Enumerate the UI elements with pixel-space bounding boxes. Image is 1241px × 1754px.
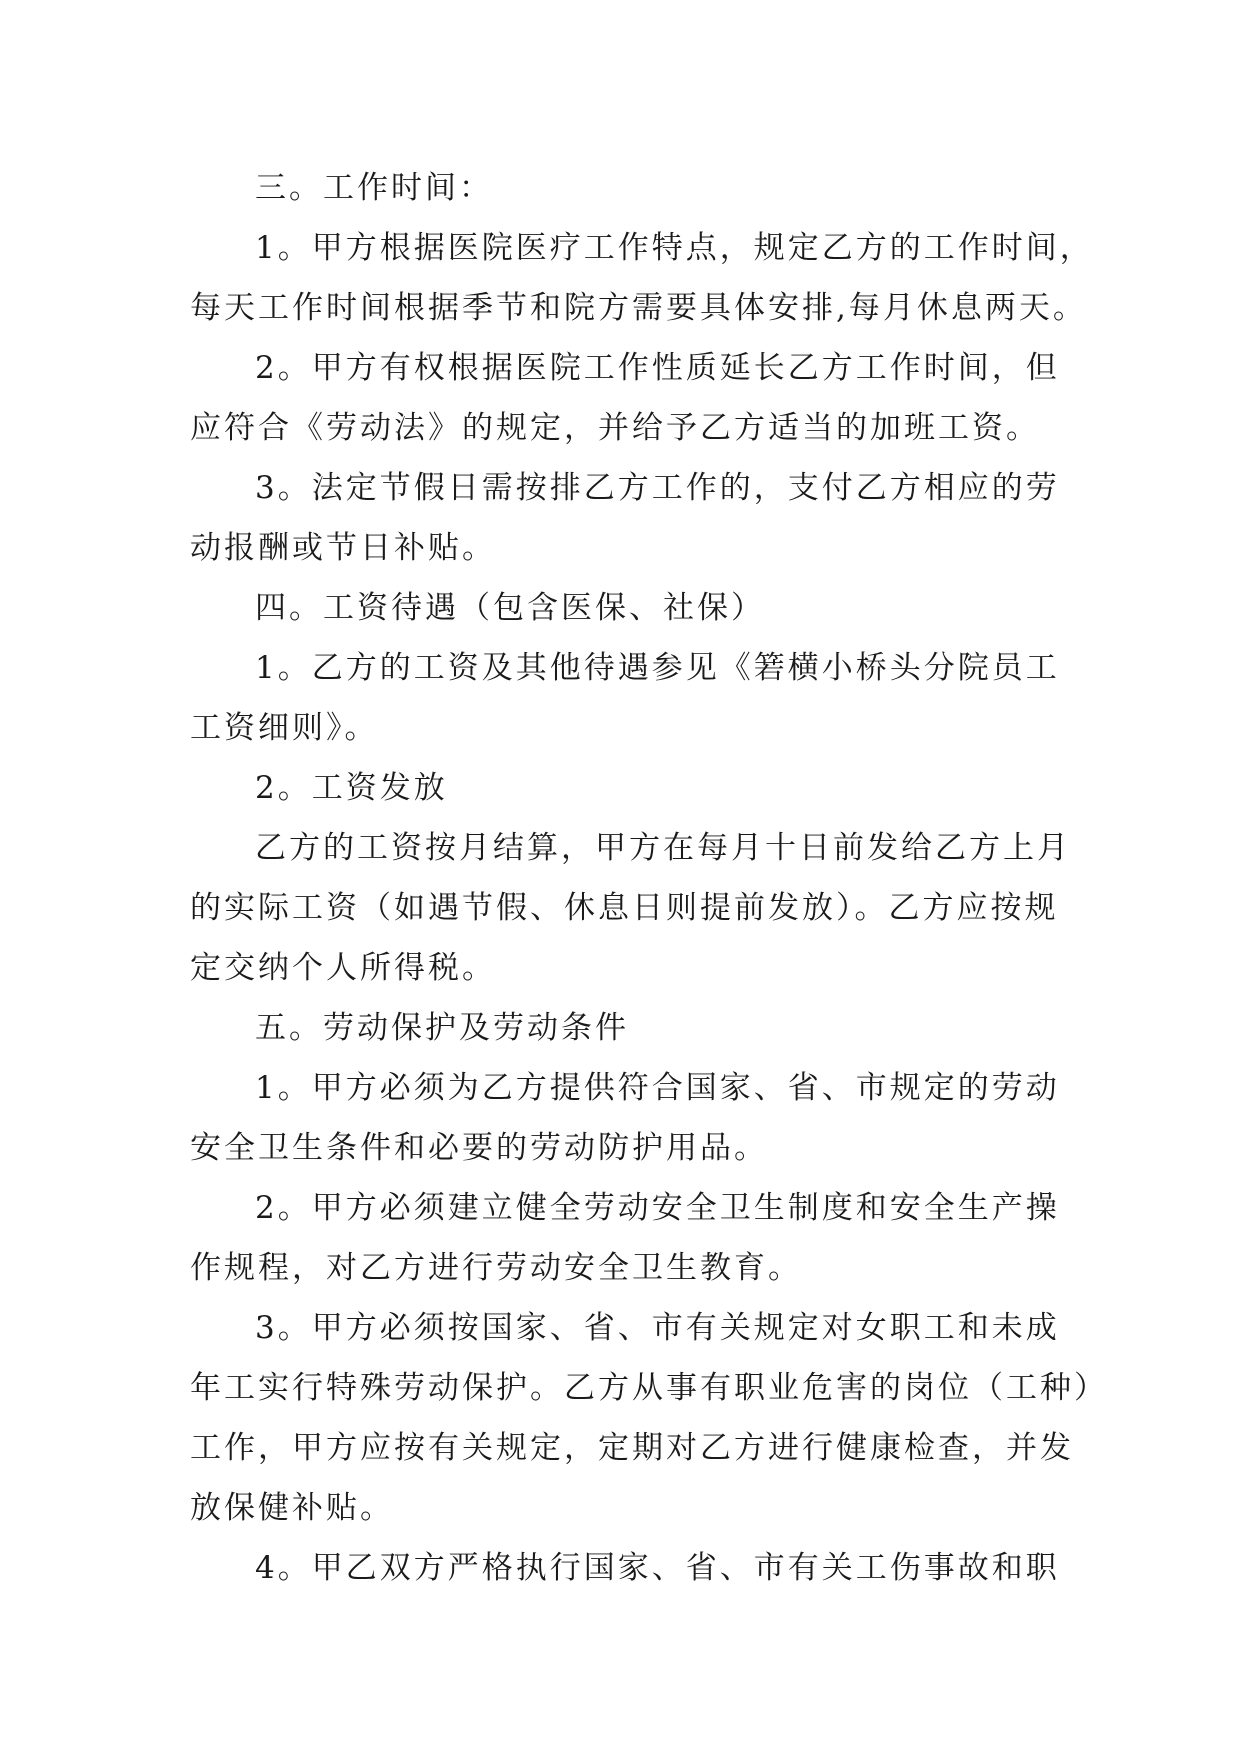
paragraph-line: 年工实行特殊劳动保护。乙方从事有职业危害的岗位（工种）	[190, 1370, 1108, 1406]
paragraph-line: 3。甲方必须按国家、省、市有关规定对女职工和未成	[255, 1310, 1060, 1346]
paragraph-line: 放保健补贴。	[190, 1490, 394, 1526]
paragraph-line: 4。甲乙双方严格执行国家、省、市有关工伤事故和职	[255, 1550, 1060, 1586]
paragraph-line: 1。乙方的工资及其他待遇参见《箬横小桥头分院员工	[255, 650, 1060, 686]
paragraph-line: 3。法定节假日需按排乙方工作的，支付乙方相应的劳	[255, 470, 1060, 506]
paragraph-line: 工资细则》。	[190, 710, 379, 746]
paragraph-line: 2。甲方必须建立健全劳动安全卫生制度和安全生产操	[255, 1190, 1060, 1226]
paragraph-line: 1。甲方必须为乙方提供符合国家、省、市规定的劳动	[255, 1070, 1060, 1106]
section-heading-work-time: 三。工作时间：	[255, 170, 493, 206]
section-heading-labor-protection: 五。劳动保护及劳动条件	[255, 1010, 629, 1046]
paragraph-line: 1。甲方根据医院医疗工作特点，规定乙方的工作时间，	[255, 230, 1094, 266]
paragraph-line: 的实际工资（如遇节假、休息日则提前发放）。乙方应按规	[190, 890, 1059, 926]
paragraph-line: 应符合《劳动法》的规定，并给予乙方适当的加班工资。	[190, 410, 1040, 446]
document-body	[190, 158, 1108, 1598]
paragraph-line: 定交纳个人所得税。	[190, 950, 496, 986]
paragraph-line: 动报酬或节日补贴。	[190, 530, 496, 566]
paragraph-line: 安全卫生条件和必要的劳动防护用品。	[190, 1130, 768, 1166]
paragraph-line: 2。甲方有权根据医院工作性质延长乙方工作时间，但	[255, 350, 1060, 386]
paragraph-line: 作规程，对乙方进行劳动安全卫生教育。	[190, 1250, 802, 1286]
subheading-wage-payment: 2。工资发放	[255, 770, 448, 806]
paragraph-line: 乙方的工资按月结算，甲方在每月十日前发给乙方上月	[255, 830, 1071, 866]
paragraph-line: 工作，甲方应按有关规定，定期对乙方进行健康检查，并发	[190, 1430, 1074, 1466]
section-heading-wages: 四。工资待遇（包含医保、社保）	[255, 590, 765, 626]
paragraph-line: 每天工作时间根据季节和院方需要具体安排,每月休息两天。	[190, 290, 1087, 326]
